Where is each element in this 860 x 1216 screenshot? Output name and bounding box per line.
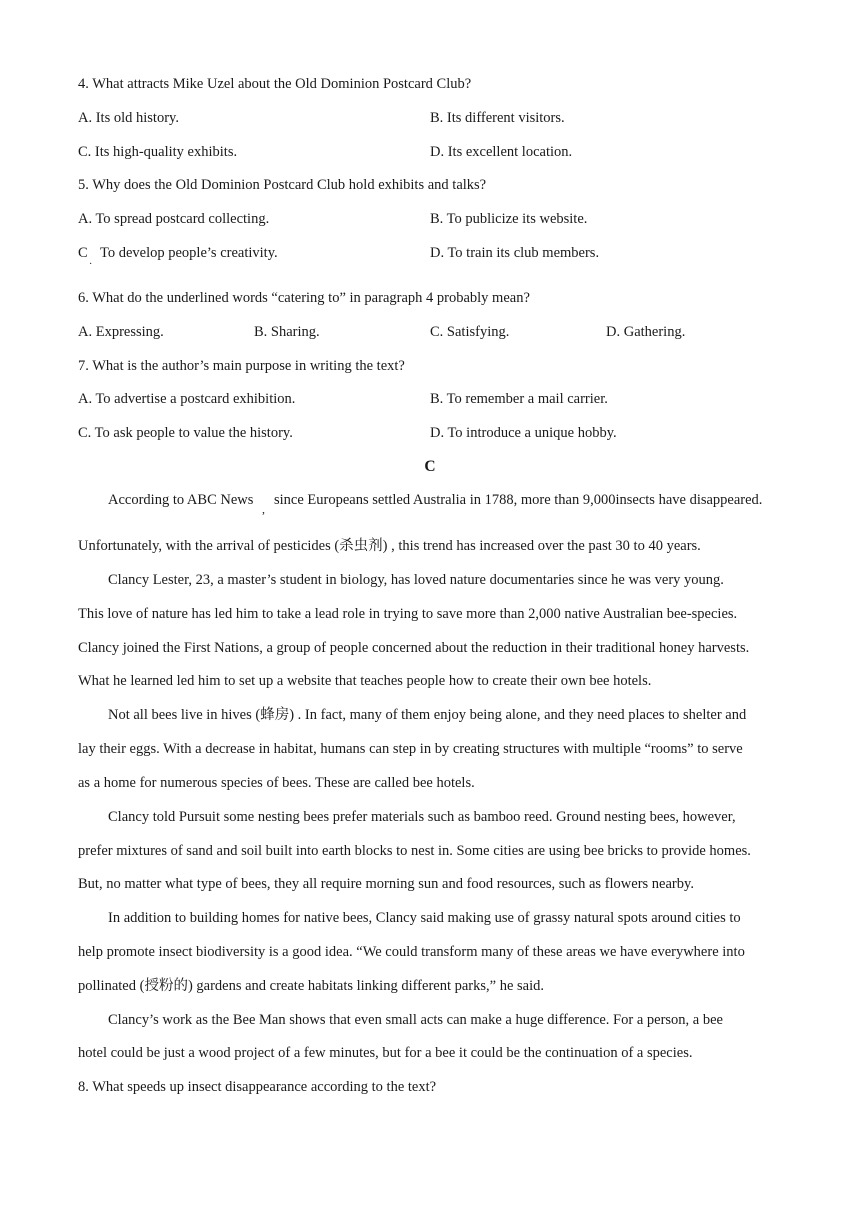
passage-p5-line3: pollinated (授粉的) gardens and create habitats linking different parks,” he said.: [78, 978, 544, 994]
passage-p1-line1-a: According to ABC News: [108, 492, 254, 508]
question-4-stem: 4. What attracts Mike Uzel about the Old Dominion Postcard Club?: [78, 76, 472, 92]
question-5-option-a: A. To spread postcard collecting.: [78, 211, 270, 227]
question-5-option-c-letter: C: [78, 245, 88, 261]
question-5-stem: 5. Why does the Old Dominion Postcard Club hold exhibits and talks?: [78, 177, 487, 193]
passage-p2-line4: What he learned led him to set up a website that teaches people how to create their own bee hotels.: [78, 673, 652, 689]
question-7-option-c: C. To ask people to value the history.: [78, 425, 293, 441]
section-title: C: [424, 458, 436, 475]
question-7-option-d: D. To introduce a unique hobby.: [430, 425, 617, 441]
question-5-option-c-text: To develop people’s creativity.: [100, 245, 278, 261]
passage-p2-line3: Clancy joined the First Nations, a group of people concerned about the reduction in their traditional honey harvests.: [78, 640, 750, 656]
passage-p3-line2: lay their eggs. With a decrease in habitat, humans can step in by creating structures with multiple “rooms” to serve: [78, 741, 743, 757]
question-8-stem: 8. What speeds up insect disappearance according to the text?: [78, 1079, 437, 1095]
passage-p6-line2: hotel could be just a wood project of a few minutes, but for a bee it could be the continuation of a species.: [78, 1045, 693, 1061]
passage-p2-line1: Clancy Lester, 23, a master’s student in biology, has loved nature documentaries since he was very young.: [108, 572, 724, 588]
passage-p4-line1: Clancy told Pursuit some nesting bees prefer materials such as bamboo reed. Ground nesting bees, however,: [108, 809, 736, 825]
question-4-option-b: B. Its different visitors.: [430, 110, 565, 126]
question-7-option-a: A. To advertise a postcard exhibition.: [78, 391, 296, 407]
passage-p4-line3: But, no matter what type of bees, they all require morning sun and food resources, such as flowers nearby.: [78, 876, 694, 892]
question-6-option-b: B. Sharing.: [254, 324, 320, 340]
question-4-option-c: C. Its high-quality exhibits.: [78, 144, 238, 160]
question-5-option-b: B. To publicize its website.: [430, 211, 588, 227]
passage-p3-line1: Not all bees live in hives (蜂房) . In fact, many of them enjoy being alone, and they need places to shelter and: [108, 707, 747, 723]
passage-p1-line2: Unfortunately, with the arrival of pesticides (杀虫剂) , this trend has increased over the past 30 to 40 years.: [78, 538, 701, 554]
passage-p1-line1-b: since Europeans settled Australia in 1788, more than 9,000insects have disappeared.: [274, 492, 763, 508]
passage-p4-line2: prefer mixtures of sand and soil built into earth blocks to nest in. Some cities are using bee bricks to provide homes.: [78, 843, 751, 859]
question-6-stem: 6. What do the underlined words “catering to” in paragraph 4 probably mean?: [78, 290, 530, 306]
question-6-option-a: A. Expressing.: [78, 324, 164, 340]
question-5-option-d: D. To train its club members.: [430, 245, 600, 261]
passage-p2-line2: This love of nature has led him to take a lead role in trying to save more than 2,000 native Australian bee-species.: [78, 606, 738, 622]
question-4-option-a: A. Its old history.: [78, 110, 179, 126]
passage-p5-line1: In addition to building homes for native bees, Clancy said making use of grassy natural spots around cities to: [108, 910, 741, 926]
question-4-option-d: D. Its excellent location.: [430, 144, 573, 160]
question-5-option-c-dot: ·: [89, 259, 93, 270]
question-7-option-b: B. To remember a mail carrier.: [430, 391, 608, 407]
passage-p1-comma: ,: [262, 502, 265, 516]
question-7-stem: 7. What is the author’s main purpose in writing the text?: [78, 358, 405, 374]
question-6-option-c: C. Satisfying.: [430, 324, 510, 340]
passage-p3-line3: as a home for numerous species of bees. These are called bee hotels.: [78, 775, 475, 791]
passage-p6-line1: Clancy’s work as the Bee Man shows that even small acts can make a huge difference. For a person, a bee: [108, 1012, 723, 1028]
passage-p5-line2: help promote insect biodiversity is a good idea. “We could transform many of these areas we have everywhere into: [78, 944, 745, 960]
question-6-option-d: D. Gathering.: [606, 324, 686, 340]
